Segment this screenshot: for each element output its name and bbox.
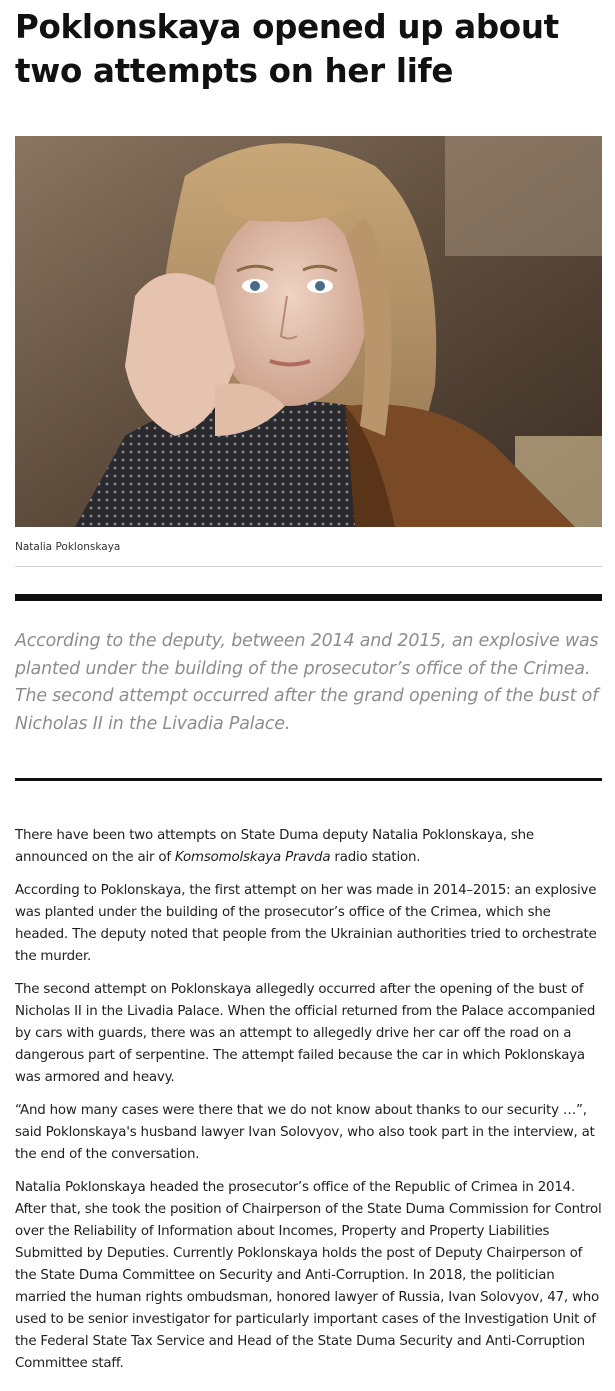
lead-rule-top — [15, 594, 602, 601]
article-title: Poklonskaya opened up about two attempts on her life — [15, 8, 559, 90]
paragraph-3: The second attempt on Poklonskaya allegedly occurred after the opening of the bust of Nicholas II in the Livadia Palace. When the official returned from the Palace accompanied by cars with guards, there was an attempt to allegedly drive her car off the road on a dangerous part of serpentine. The attempt failed because the car in which Poklonskaya was armored and heavy. — [15, 982, 596, 1085]
lead-rule-bottom — [15, 778, 602, 781]
paragraph-5: Natalia Poklonskaya headed the prosecutor’s office of the Republic of Crimea in 2014. After that, she took the position of Chairperson of the State Duma Commission for Control over the Reliability of Information about Incomes, Property and Property Liabilities Submitted by Deputies. Currently Poklonskaya holds the post of Deputy Chairperson of the State Duma Committee on Security and Anti-Corruption. In 2018, the politician married the human rights ombudsman, honored lawyer of Russia, Ivan Solovyov, 47, who used to be senior investigator for particularly important cases of the Investigation Unit of the Federal State Tax Service and Head of the State Duma Security and Anti-Corruption Committee staff. — [15, 1180, 602, 1371]
paragraph-4: “And how many cases were there that we do not know about thanks to our security …”, said Poklonskaya's husband lawyer Ivan Solovyov, who also took part in the interview, at the end of the conversation. — [15, 1103, 595, 1162]
article-photo — [15, 136, 602, 527]
photo-caption: Natalia Poklonskaya — [15, 541, 121, 553]
paragraph-2: According to Poklonskaya, the first attempt on her was made in 2014–2015: an explosive was planted under the building of the prosecutor’s office of the Crimea, which she headed. The deputy noted that people from the Ukrainian authorities tried to orchestrate the murder. — [15, 883, 597, 964]
paragraph-1: There have been two attempts on State Duma deputy Natalia Poklonskaya, she announced on the air of Komsomolskaya Pravda radio station. — [15, 828, 534, 865]
portrait-illustration — [15, 136, 602, 527]
caption-divider — [15, 566, 602, 567]
publication-name: Komsomolskaya Pravda — [174, 850, 331, 865]
article-lead: According to the deputy, between 2014 and 2015, an explosive was planted under the building of the prosecutor’s office of the Crimea. The second attempt occurred after the grand opening of the bust of Nicholas II in the Livadia Palace. — [15, 631, 599, 734]
article-body — [15, 825, 605, 1386]
